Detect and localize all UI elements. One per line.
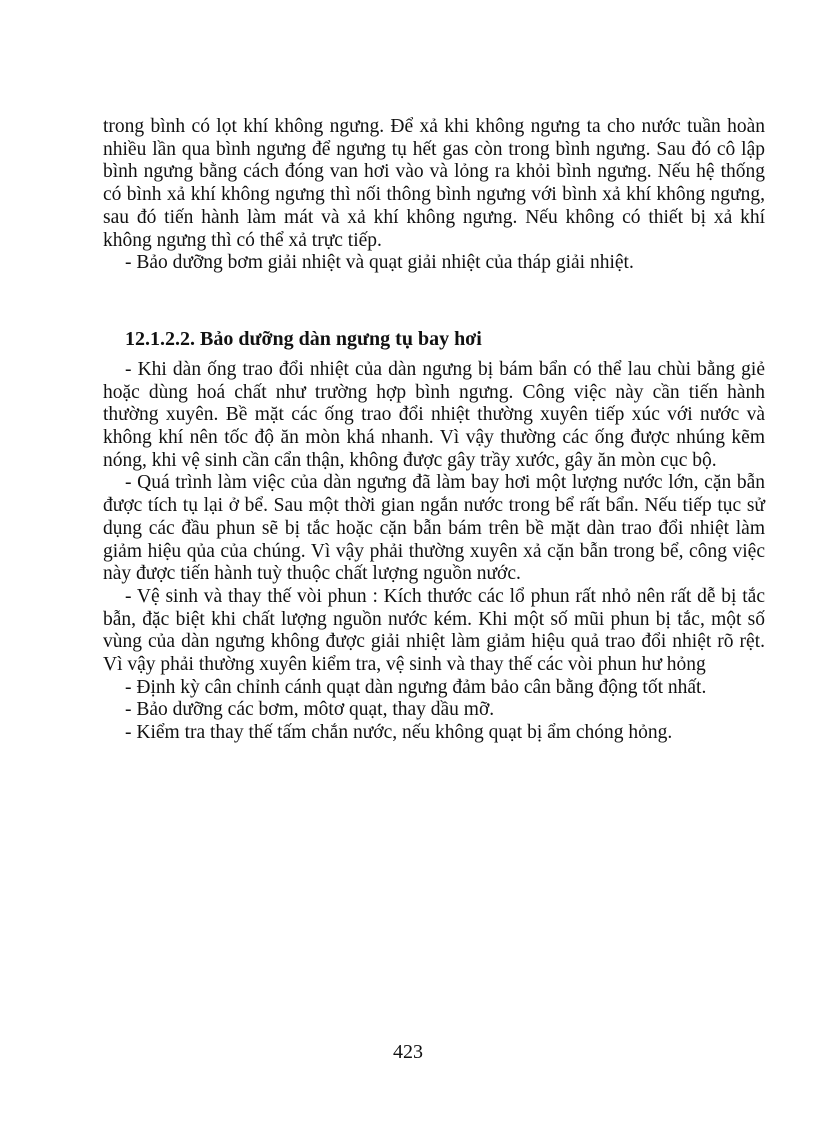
section-paragraph-2: - Quá trình làm việc của dàn ngưng đã làm bay hơi một lượng nước lớn, cặn bẫn được tích tụ lại ở bể. Sau một thời gian ngắn nước trong bể rất bẩn. Nếu tiếp tục sử dụng các đầu phun sẽ bị tắc hoặc cặn bẫn bám trên bề mặt dàn trao đổi nhiệt làm giảm hiệu qủa của chúng. Vì vậy phải thường xuyên xả cặn bẫn trong bể, công việc này được tiến hành tuỳ thuộc chất lượng nguồn nước. xyxy=(103,472,765,585)
section-paragraph-5: - Bảo dưỡng các bơm, môtơ quạt, thay dầu mỡ. xyxy=(125,699,495,721)
section-paragraph-1: - Khi dàn ống trao đổi nhiệt của dàn ngưng bị bám bẩn có thể lau chùi bằng giẻ hoặc dùng hoá chất như trường hợp bình ngưng. Công việc này cần tiến hành thường xuyên. Bề mặt các ống trao đổi nhiệt thường xuyên tiếp xúc với nước và không khí nên tốc độ ăn mòn khá nhanh. Vì vậy thường các ống được nhúng kẽm nóng, khi vệ sinh cần cẩn thận, không được gây trầy xước, gây ăn mòn cục bộ. xyxy=(103,358,765,471)
section-paragraph-3: - Vệ sinh và thay thế vòi phun : Kích thước các lổ phun rất nhỏ nên rất dễ bị tắc bẫn, đặc biệt khi chất lượng nguồn nước kém. Khi một số mũi phun bị tắc, một số vùng của dàn ngưng không được giải nhiệt làm giảm hiệu quả trao đổi nhiệt rõ rệt. Vì vậy phải thường xuyên kiểm tra, vệ sinh và thay thế các vòi phun hư hỏng xyxy=(103,585,765,676)
page-number: 423 xyxy=(393,1041,423,1063)
section-heading: 12.1.2.2. Bảo dưỡng dàn ngưng tụ bay hơi xyxy=(125,327,482,350)
intro-paragraph: trong bình có lọt khí không ngưng. Để xả khi không ngưng ta cho nước tuần hoàn nhiều lần qua bình ngưng để ngưng tụ hết gas còn trong bình ngưng. Sau đó cô lập bình ngưng bằng cách đóng van hơi vào và lỏng ra khỏi bình ngưng. Nếu hệ thống có bình xả khí không ngưng thì nối thông bình ngưng với bình xả khí không ngưng, sau đó tiến hành làm mát và xả khí không ngưng. Nếu không có thiết bị xả khí không ngưng thì có thể xả trực tiếp. xyxy=(103,116,765,251)
section-paragraph-6: - Kiểm tra thay thế tấm chắn nước, nếu không quạt bị ẩm chóng hỏng. xyxy=(125,722,673,744)
section-paragraph-4: - Định kỳ cân chỉnh cánh quạt dàn ngưng đảm bảo cân bằng động tốt nhất. xyxy=(125,676,707,698)
page-body xyxy=(103,116,765,745)
intro-list-item: - Bảo dưỡng bơm giải nhiệt và quạt giải nhiệt của tháp giải nhiệt. xyxy=(125,252,634,274)
